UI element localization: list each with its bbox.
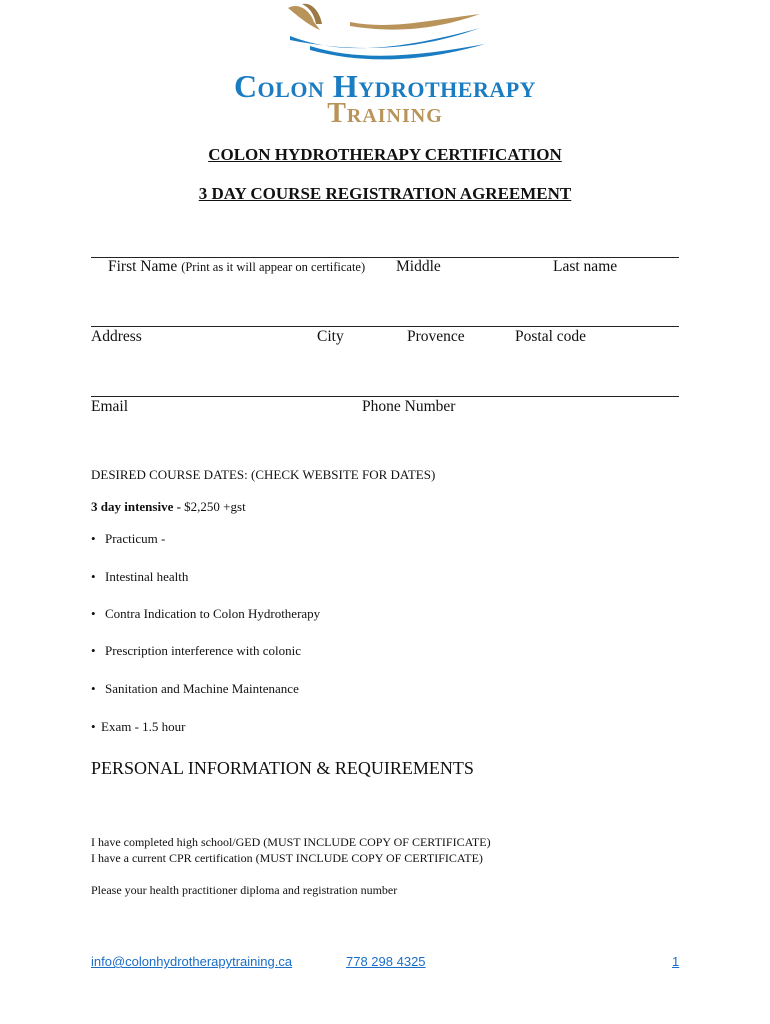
footer-phone-link[interactable]: 778 298 4325 (346, 954, 426, 969)
intensive-line (91, 499, 246, 515)
requirement-cpr: I have a current CPR certification (MUST INCLUDE COPY OF CERTIFICATE) (91, 851, 483, 865)
list-item: • Sanitation and Machine Maintenance (91, 681, 299, 696)
email-underline[interactable] (91, 396, 679, 397)
list-item: • Prescription interference with colonic (91, 643, 302, 658)
middle-name-label: Middle (396, 258, 441, 275)
first-name-note: (Print as it will appear on certificate) (181, 260, 366, 274)
document-subtitle: 3 DAY COURSE REGISTRATION AGREEMENT (198, 184, 572, 203)
section-heading: PERSONAL INFORMATION & REQUIREMENTS (91, 758, 474, 778)
intensive-price: $2,250 +gst (180, 499, 246, 514)
requirement-highschool: I have completed high school/GED (MUST INCLUDE COPY OF CERTIFICATE) (91, 835, 491, 849)
footer-email-link[interactable]: info@colonhydrotherapytraining.ca (91, 954, 293, 969)
logo-swoosh (280, 0, 500, 68)
email-label: Email (91, 398, 129, 415)
page-number[interactable]: 1 (672, 954, 680, 969)
address-label: Address (91, 328, 142, 345)
first-name-label: First Name (Print as it will appear on certificate) (108, 258, 366, 275)
course-dates-label: DESIRED COURSE DATES: (CHECK WEBSITE FOR DATES) (91, 467, 436, 482)
postal-code-label: Postal code (515, 328, 587, 345)
list-item: • Practicum - (91, 531, 166, 546)
city-label: City (317, 328, 344, 345)
province-label: Provence (407, 328, 465, 345)
list-item: • Exam - 1.5 hour (91, 719, 186, 734)
logo-title: Colon Hydrotherapy (233, 68, 537, 104)
address-underline[interactable] (91, 326, 679, 327)
document-title: COLON HYDROTHERAPY CERTIFICATION (208, 145, 562, 164)
logo-subtitle: Training (327, 98, 443, 129)
list-item: • Intestinal health (91, 569, 189, 584)
last-name-label: Last name (553, 258, 618, 275)
requirement-diploma: Please your health practitioner diploma and registration number (91, 883, 398, 897)
list-item: • Contra Indication to Colon Hydrotherapy (91, 606, 321, 621)
phone-label: Phone Number (362, 398, 456, 415)
intensive-label: 3 day intensive - (91, 499, 181, 514)
